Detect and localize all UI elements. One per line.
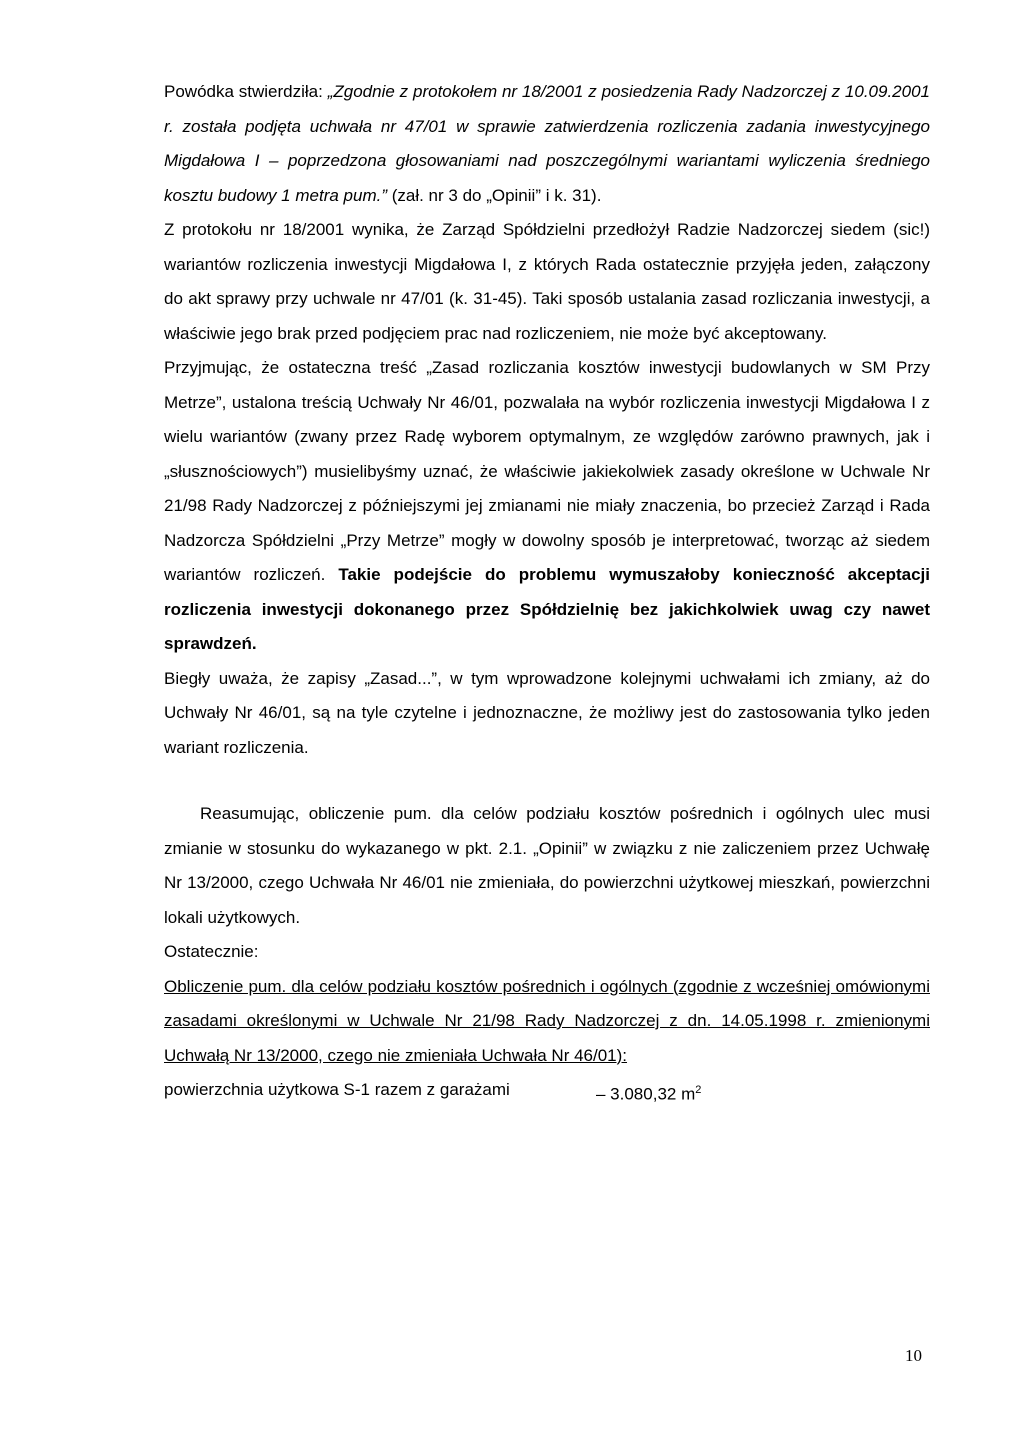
page-number: 10 — [905, 1346, 922, 1365]
principles-conclusion-bold: Takie podejście do problemu wymuszałoby konieczność akceptacji rozliczenia inwestycji dokonanego przez Spółdzielnię bez jakichkolwiek uwag czy nawet sprawdzeń. — [164, 565, 930, 653]
principles-text: Przyjmując, że ostateczna treść „Zasad rozliczania kosztów inwestycji budowlanych w SM Przy Metrze”, ustalona treścią Uchwały Nr 46/01, pozwalała na wybór rozliczenia inwestycji Migdałowa I z wielu wariantów (zwany przez Radę wyborem optymalnym, ze względów zarówno prawnych, jak i „słusznościowych”) musielibyśmy uznać, że właściwie jakiekolwiek zasady określone w Uchwale Nr 21/98 Rady Nadzorczej z późniejszymi jej zmianami nie miały znaczenia, bo przecież Zarząd i Rada Nadzorcza Spółdzielni „Przy Metrze” mogły w dowolny sposób je interpretować, tworząc aż siedem wariantów rozliczeń. — [164, 358, 930, 584]
paragraph-protocol-variants: Z protokołu nr 18/2001 wynika, że Zarząd Spółdzielni przedłożył Radzie Nadzorczej siedem (sic!) wariantów rozliczenia inwestycji Migdałowa I, z których Rada ostatecznie przyjęła jeden, załączony do akt sprawy przy uchwale nr 47/01 (k. 31-45). Taki sposób ustalania zasad rozliczania inwestycji, a właściwie jego brak przed podjęciem prac nad rozliczeniem, nie może być akceptowany. — [164, 220, 930, 343]
attachment-reference: (zał. nr 3 do „Opinii” i k. 31). — [386, 185, 602, 205]
paragraph-accepting-principles — [164, 351, 930, 662]
paragraph-plaintiff-statement — [164, 75, 930, 213]
paragraph-expert-opinion: Biegły uważa, że zapisy „Zasad...”, w tym wprowadzone kolejnymi uchwałami ich zmiany, aż do Uchwały Nr 46/01, są na tyle czytelne i jednoznaczne, że możliwy jest do zastosowania tylko jeden wariant rozliczenia. — [164, 668, 930, 757]
area-value — [596, 1073, 701, 1112]
protocol-quote: „Zgodnie z protokołem nr 18/2001 z posiedzenia Rady Nadzorczej z 10.09.2001 r. została podjęta uchwała nr 47/01 w sprawie zatwierdzenia rozliczenia zadania inwestycyjnego Migdałowa I – poprzedzona głosowaniami nad poszczególnymi wariantami wyliczenia średniego kosztu budowy 1 metra pum.” — [164, 82, 930, 205]
paragraph-summary: Reasumując, obliczenie pum. dla celów podziału kosztów pośrednich i ogólnych ulec musi zmianie w stosunku do wykazanego w pkt. 2.1. „Opinii” w związku z nie zaliczeniem przez Uchwałę Nr 13/2000, czego Uchwała Nr 46/01 nie zmieniała, do powierzchni użytkowej mieszkań, powierzchni lokali użytkowych. — [164, 804, 930, 927]
area-result-line — [164, 1073, 930, 1109]
paragraph-calculation-heading: Obliczenie pum. dla celów podziału kosztów pośrednich i ogólnych (zgodnie z wcześniej omówionymi zasadami określonymi w Uchwale Nr 21/98 Rady Nadzorczej z dn. 14.05.1998 r. zmienionymi Uchwałą Nr 13/2000, czego nie zmieniała Uchwała Nr 46/01): — [164, 976, 930, 1065]
paragraph-spacer — [164, 765, 930, 797]
area-value-number: – 3.080,32 m — [596, 1084, 696, 1104]
paragraph-finally: Ostatecznie: — [164, 942, 259, 961]
area-unit-exponent: 2 — [695, 1084, 702, 1096]
area-label: powierzchnia użytkowa S-1 razem z garażami — [164, 1080, 510, 1099]
document-body — [164, 75, 930, 1109]
plaintiff-lead: Powódka stwierdziła: — [164, 82, 328, 101]
